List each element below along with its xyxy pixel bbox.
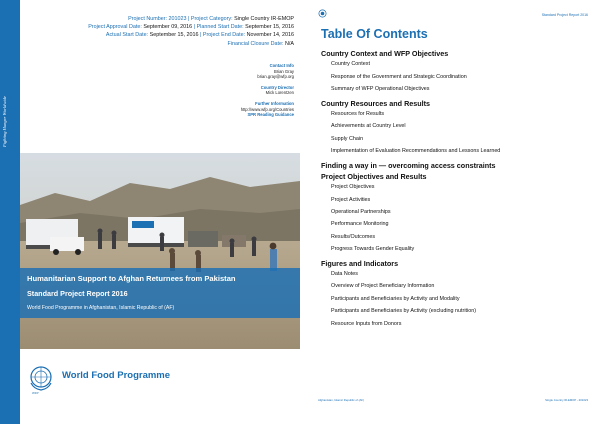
cover-photo	[20, 153, 300, 349]
footer-right: Single Country IR-EMOP - 201023	[545, 398, 588, 402]
contact-block	[154, 63, 294, 118]
toc-section[interactable]: Figures and Indicators	[321, 258, 399, 268]
wfp-logo-text: World Food Programme	[62, 370, 171, 381]
wfp-emblem-icon	[28, 363, 54, 393]
toc-item[interactable]: Overview of Project Beneficiary Information	[331, 283, 435, 290]
report-country: World Food Programme in Afghanistan, Islamic Republic of (AF)	[27, 305, 175, 311]
contact-info-label: Contact Info	[269, 63, 294, 68]
page-footer	[300, 398, 600, 406]
toc-item[interactable]: Data Notes	[331, 271, 358, 278]
sidebar-strip	[0, 0, 20, 424]
toc-section[interactable]: Country Resources and Results	[321, 98, 431, 108]
toc-item[interactable]: Project Objectives	[331, 184, 375, 191]
cover-title-band	[20, 268, 300, 318]
toc-item[interactable]: Achievements at Country Level	[331, 123, 406, 130]
further-info-link[interactable]: http://www.wfp.org/Countries	[240, 106, 294, 112]
spr-guidance-link[interactable]: SPR Reading Guidance	[247, 112, 294, 118]
toc-item[interactable]: Project Activities	[331, 196, 371, 203]
contact-name: Brian Gray	[273, 68, 294, 74]
wfp-logo-small: WFP	[32, 391, 39, 395]
country-director-label: Country Director	[260, 84, 294, 90]
toc-section[interactable]: Country Context and WFP Objectives	[321, 49, 449, 58]
toc-item[interactable]: Resource Inputs from Donors	[331, 320, 402, 327]
wfp-logo	[28, 360, 171, 400]
toc-item[interactable]: Supply Chain	[331, 135, 364, 142]
toc-item[interactable]: Implementation of Evaluation Recommendations and Lessons Learned	[331, 148, 501, 155]
footer-left: Afghanistan, Islamic Republic of (AF)	[318, 398, 365, 402]
report-subtitle: Standard Project Report 2016	[27, 289, 128, 298]
toc-item[interactable]: Operational Partnerships	[331, 209, 391, 216]
country-director-name: Mick Lorentzen	[265, 90, 294, 96]
meta-line-1: Project Number: 201023 | Project Category: Single Country IR-EMOP	[128, 16, 294, 22]
meta-line-2: Project Approval Date: September 09, 2016 | Planned Start Date: September 15, 2016	[88, 24, 294, 31]
toc-item[interactable]: Progress Towards Gender Equality	[331, 246, 415, 253]
report-title: Humanitarian Support to Afghan Returnees from Pakistan	[27, 274, 236, 283]
toc-title: Table Of Contents	[321, 27, 428, 41]
toc-item[interactable]: Response of the Government and Strategic Coordination	[331, 73, 467, 80]
toc-page	[300, 0, 600, 424]
further-info-label: Further Information	[255, 100, 294, 106]
page-header: Standard Project Report 2016	[541, 13, 588, 17]
toc-item[interactable]: Participants and Beneficiaries by Activity (excluding nutrition)	[331, 308, 477, 315]
meta-line-4: Financial Closure Date: N/A	[227, 40, 294, 47]
toc-item[interactable]: Participants and Beneficiaries by Activity and Modality	[331, 295, 460, 302]
toc-list	[321, 49, 591, 333]
meta-line-3: Actual Start Date: September 15, 2016 | Project End Date: November 14, 2016	[105, 32, 294, 39]
toc-section[interactable]: Project Objectives and Results	[321, 171, 427, 181]
project-meta	[34, 15, 294, 48]
toc-section[interactable]: Finding a way in — overcoming access constraints	[321, 160, 496, 170]
toc-item[interactable]: Summary of WFP Operational Objectives	[331, 86, 430, 93]
toc-item[interactable]: Results/Outcomes	[331, 233, 376, 240]
toc-item[interactable]: Country Context	[331, 61, 370, 68]
wfp-small-emblem-icon	[318, 9, 327, 18]
toc-item[interactable]: Resources for Results	[331, 110, 385, 117]
contact-email[interactable]: brian.gray@wfp.org	[257, 74, 294, 80]
toc-item[interactable]: Performance Monitoring	[331, 221, 389, 228]
sidebar-tagline: Fighting Hunger Worldwide	[2, 96, 7, 148]
